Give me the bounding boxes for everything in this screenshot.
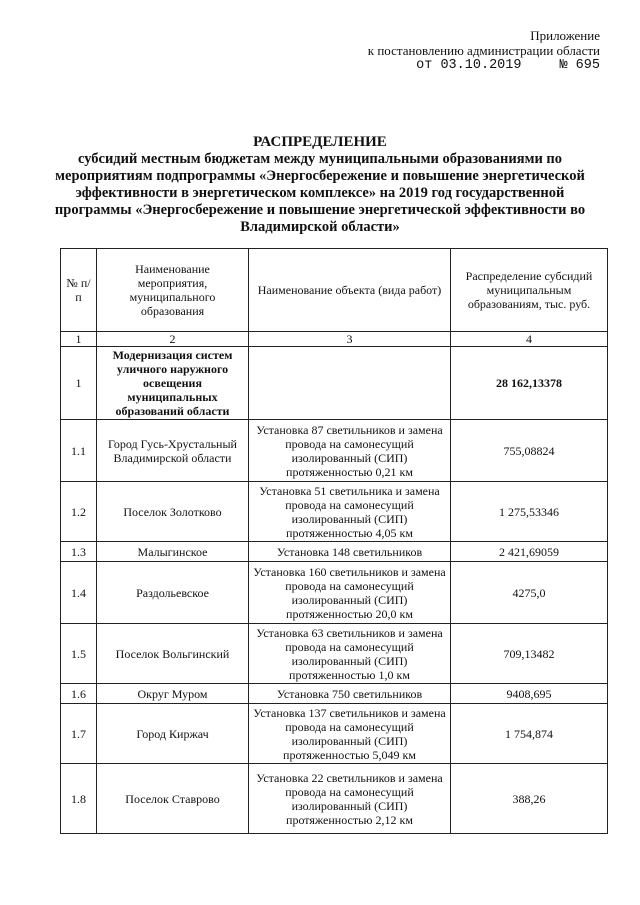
- row-name: Модернизация систем уличного наружного освещения муниципальных образований области: [97, 347, 249, 420]
- table-row: [61, 684, 608, 704]
- row-work: Установка 160 светильников и замена провода на самонесущий изолированный (СИП) протяженностью 20,0 км: [249, 562, 451, 624]
- row-name: Город Киржач: [97, 704, 249, 764]
- row-amount: 388,26: [451, 764, 608, 834]
- row-work: Установка 63 светильников и замена провода на самонесущий изолированный (СИП) протяженностью 1,0 км: [249, 624, 451, 684]
- title-line-2: мероприятиям подпрограммы «Энергосбережение и повышение энергетической: [55, 168, 585, 184]
- row-work: Установка 87 светильников и замена провода на самонесущий изолированный (СИП) протяженностью 0,21 км: [249, 420, 451, 482]
- row-num: 1.8: [61, 764, 97, 834]
- row-amount: 2 421,69059: [451, 542, 608, 562]
- table-row: [61, 704, 608, 764]
- row-work: Установка 750 светильников: [249, 684, 451, 704]
- row-num: 1.1: [61, 420, 97, 482]
- index-cell: 1: [61, 332, 97, 347]
- row-amount: 1 275,53346: [451, 482, 608, 542]
- row-name: Округ Муром: [97, 684, 249, 704]
- row-work: Установка 137 светильников и замена провода на самонесущий изолированный (СИП) протяженностью 5,049 км: [249, 704, 451, 764]
- appendix-date-number: [368, 58, 600, 73]
- title-line-1: субсидий местным бюджетам между муниципальными образованиями по: [77, 151, 563, 167]
- row-work: Установка 22 светильников и замена провода на самонесущий изолированный (СИП) протяженностью 2,12 км: [249, 764, 451, 834]
- table-row: [61, 482, 608, 542]
- header-num: № п/п: [61, 249, 97, 332]
- subsidy-table: [60, 248, 608, 834]
- appendix-number: № 695: [559, 58, 600, 73]
- row-amount: 1 754,874: [451, 704, 608, 764]
- table-header-row: [61, 249, 608, 332]
- row-name: Малыгинское: [97, 542, 249, 562]
- row-work: Установка 51 светильника и замена провода на самонесущий изолированный (СИП) протяженностью 4,05 км: [249, 482, 451, 542]
- title-line-3: эффективности в энергетическом комплексе» на 2019 год государственной: [75, 185, 565, 201]
- header-event: Наименование мероприятия, муниципального образования: [97, 249, 249, 332]
- row-num: 1.7: [61, 704, 97, 764]
- table-row: [61, 562, 608, 624]
- appendix-date: от 03.10.2019: [416, 58, 522, 73]
- table-row: [61, 764, 608, 834]
- row-name: Поселок Золотково: [97, 482, 249, 542]
- row-num: 1.3: [61, 542, 97, 562]
- row-amount: 755,08824: [451, 420, 608, 482]
- table-index-row: [61, 332, 608, 347]
- title-main: РАСПРЕДЕЛЕНИЕ: [253, 134, 387, 150]
- row-num: 1: [61, 347, 97, 420]
- table-row: [61, 347, 608, 420]
- row-amount: 9408,695: [451, 684, 608, 704]
- header-amount: Распределение субсидий муниципальным образованиям, тыс. руб.: [451, 249, 608, 332]
- table-row: [61, 624, 608, 684]
- row-name: Город Гусь-Хрустальный Владимирской области: [97, 420, 249, 482]
- table-row: [61, 420, 608, 482]
- row-name: Поселок Вольгинский: [97, 624, 249, 684]
- index-cell: 2: [97, 332, 249, 347]
- table-row: [61, 542, 608, 562]
- row-num: 1.2: [61, 482, 97, 542]
- appendix-header: [368, 28, 600, 73]
- row-amount: 4275,0: [451, 562, 608, 624]
- index-cell: 4: [451, 332, 608, 347]
- appendix-reference: к постановлению администрации области: [367, 43, 600, 58]
- title-line-4: программы «Энергосбережение и повышение энергетической эффективности во: [54, 202, 586, 218]
- row-work: [249, 347, 451, 420]
- document-title: [50, 134, 590, 236]
- row-name: Поселок Ставрово: [97, 764, 249, 834]
- row-amount: 709,13482: [451, 624, 608, 684]
- row-name: Раздольевское: [97, 562, 249, 624]
- header-object: Наименование объекта (вида работ): [249, 249, 451, 332]
- row-num: 1.4: [61, 562, 97, 624]
- row-work: Установка 148 светильников: [249, 542, 451, 562]
- title-line-5: Владимирской области»: [240, 219, 400, 235]
- row-amount: 28 162,13378: [451, 347, 608, 420]
- appendix-label: Приложение: [530, 28, 600, 43]
- row-num: 1.6: [61, 684, 97, 704]
- row-num: 1.5: [61, 624, 97, 684]
- index-cell: 3: [249, 332, 451, 347]
